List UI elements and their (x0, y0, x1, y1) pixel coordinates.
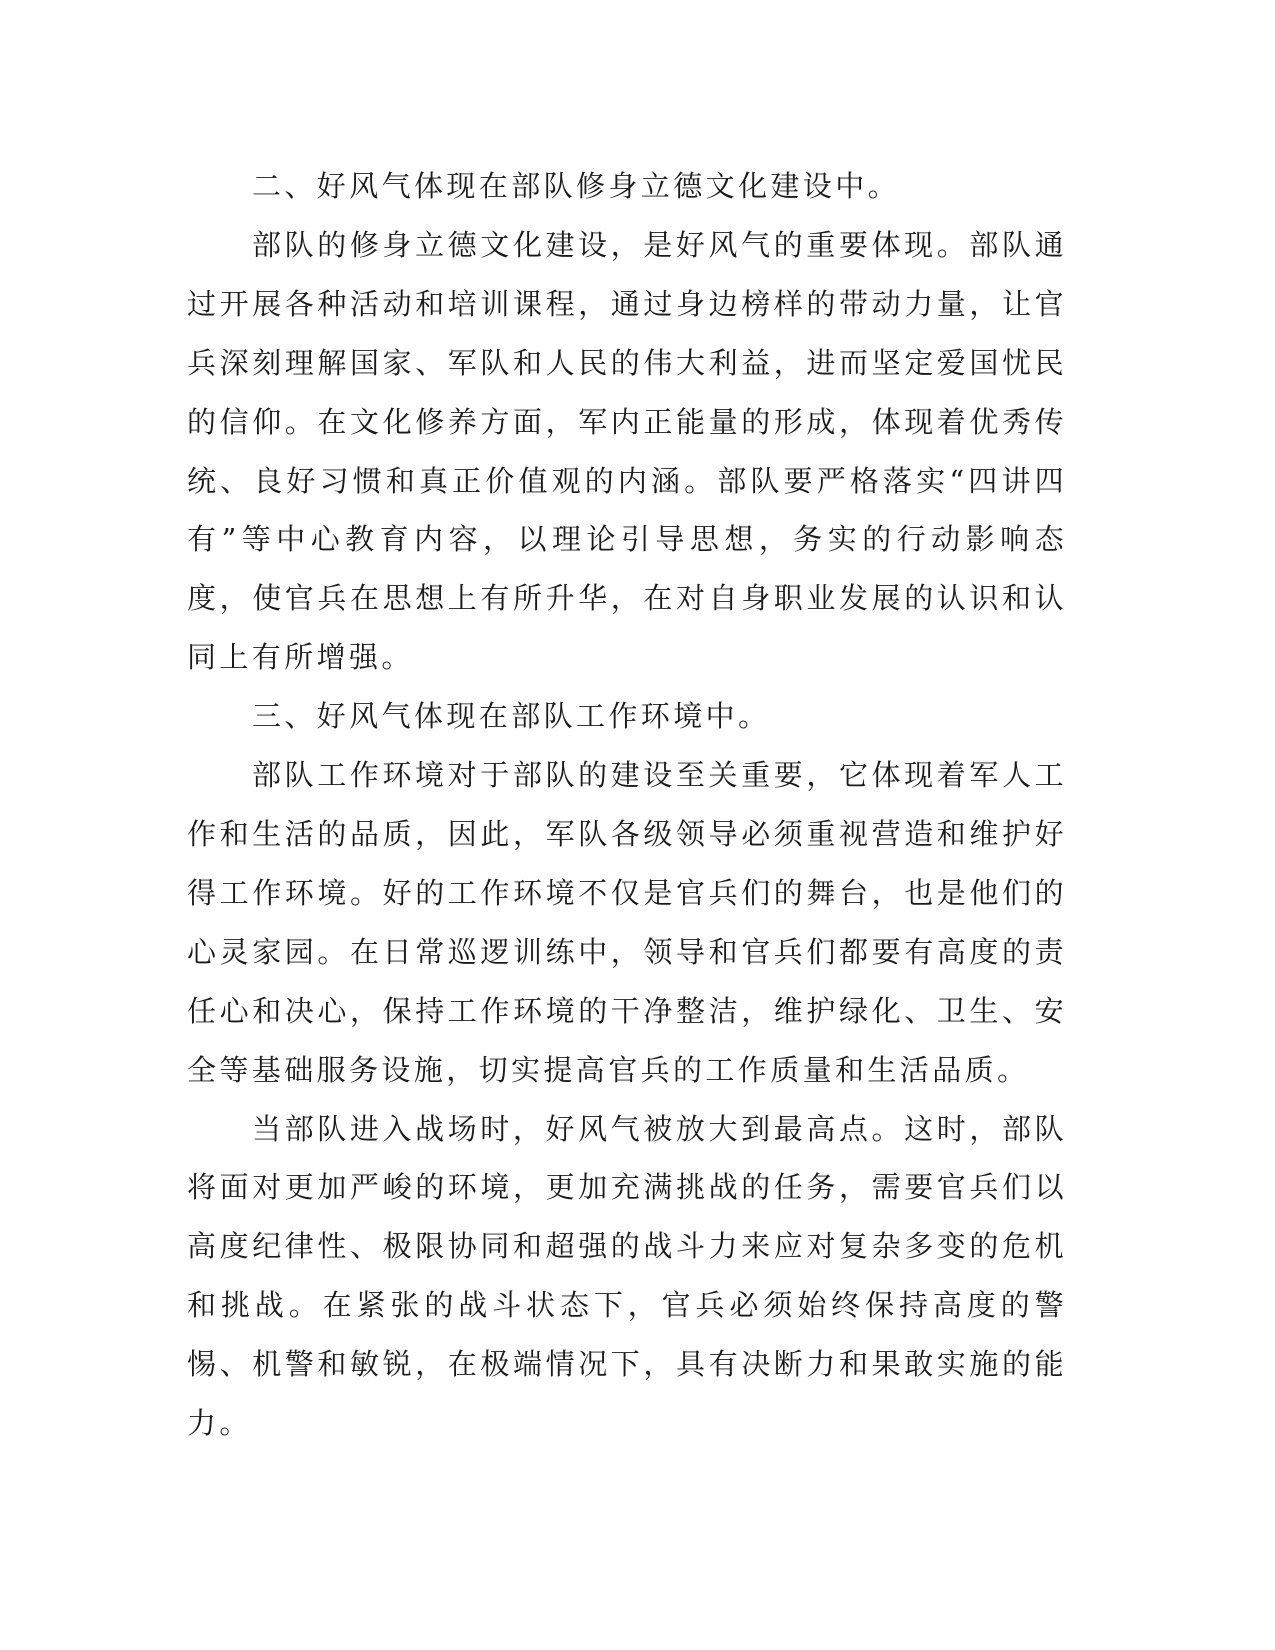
paragraph-work-environment: 部队工作环境对于部队的建设至关重要，它体现着军人工作和生活的品质，因此，军队各级领导必须重视营造和维护好得工作环境。好的工作环境不仅是官兵们的舞台，也是他们的心灵家园。在日常巡逻训练中，领导和官兵们都要有高度的责任心和决心，保持工作环境的干净整洁，维护绿化、卫生、安全等基础服务设施，切实提高官兵的工作质量和生活品质。 (187, 758, 1067, 1087)
document-body (187, 157, 1067, 1453)
section-heading-3: 三、好风气体现在部队工作环境中。 (252, 699, 771, 734)
paragraph-moral-culture: 部队的修身立德文化建设，是好风气的重要体现。部队通过开展各种活动和培训课程，通过身边榜样的带动力量，让官兵深刻理解国家、军队和人民的伟大利益，进而坚定爱国忧民的信仰。在文化修养方面，军内正能量的形成，体现着优秀传统、良好习惯和真正价值观的内涵。部队要严格落实“四讲四有”等中心教育内容，以理论引导思想，务实的行动影响态度，使官兵在思想上有所升华，在对自身职业发展的认识和认同上有所增强。 (187, 227, 1067, 675)
section-heading-2: 二、好风气体现在部队修身立德文化建设中。 (252, 169, 901, 203)
paragraph-battlefield: 当部队进入战场时，好风气被放大到最高点。这时，部队将面对更加严峻的环境，更加充满挑战的任务，需要官兵们以高度纪律性、极限协同和超强的战斗力来应对复杂多变的危机和挑战。在紧张的战斗状态下，官兵必须始终保持高度的警惕、机警和敏锐，在极端情况下，具有决断力和果敢实施的能力。 (187, 1111, 1067, 1441)
